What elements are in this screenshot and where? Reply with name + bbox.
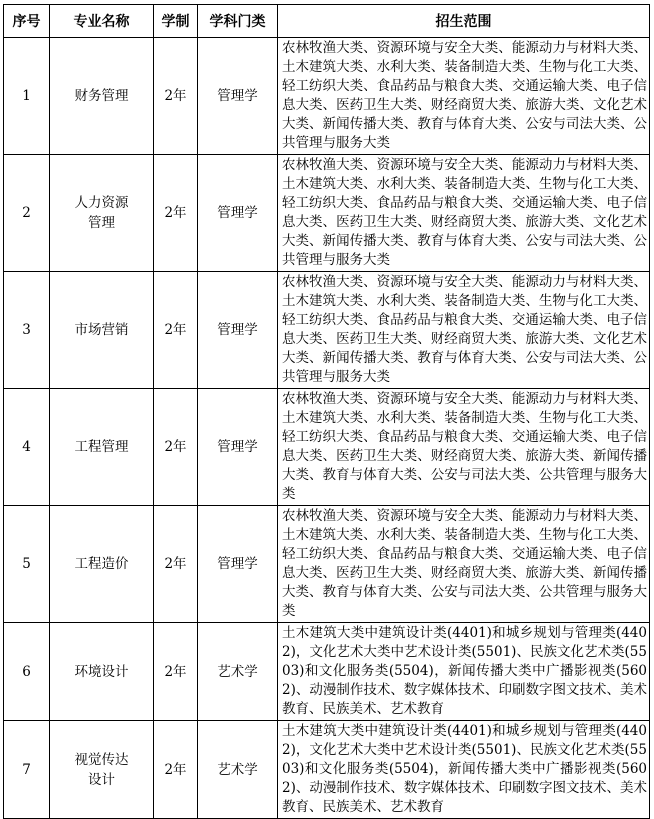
row-duration: 2年 [154, 155, 198, 272]
row-scope: 农林牧渔大类、资源环境与安全大类、能源动力与材料大类、土木建筑大类、水利大类、装备制造大类、生物与化工大类、轻工纺织大类、食品药品与粮食大类、交通运输大类、电子信息大类、医药卫生大类、财经商贸大类、旅游大类、文化艺术大类、新闻传播大类、教育与体育大类、公安与司法大类、公共管理与服务大类 [278, 38, 650, 155]
admission-table [3, 4, 650, 819]
row-duration: 2年 [154, 38, 198, 155]
row-scope: 农林牧渔大类、资源环境与安全大类、能源动力与材料大类、土木建筑大类、水利大类、装备制造大类、生物与化工大类、轻工纺织大类、食品药品与粮食大类、交通运输大类、电子信息大类、医药卫生大类、财经商贸大类、旅游大类、文化艺术大类、新闻传播大类、教育与体育大类、公安与司法大类、公共管理与服务大类 [278, 155, 650, 272]
row-discipline: 管理学 [198, 272, 278, 389]
row-discipline: 管理学 [198, 506, 278, 623]
row-duration: 2年 [154, 623, 198, 721]
row-scope: 农林牧渔大类、资源环境与安全大类、能源动力与材料大类、土木建筑大类、水利大类、装备制造大类、生物与化工大类、轻工纺织大类、食品药品与粮食大类、交通运输大类、电子信息大类、医药卫生大类、财经商贸大类、旅游大类、新闻传播大类、教育与体育大类、公安与司法大类、公共管理与服务大类 [278, 506, 650, 623]
row-discipline: 管理学 [198, 38, 278, 155]
row-scope: 土木建筑大类中建筑设计类(4401)和城乡规划与管理类(4402)，文化艺术大类中艺术设计类(5501)、民族文化艺术类(5503)和文化服务类(5504)，新闻传播大类中广播影视类(5602)、动漫制作技术、数字媒体技术、印刷数字图文技术、美术教育、民族美术、艺术教育 [278, 721, 650, 819]
row-duration: 2年 [154, 721, 198, 819]
header-major: 专业名称 [50, 5, 154, 38]
row-major [50, 389, 154, 506]
row-duration: 2年 [154, 389, 198, 506]
row-index: 6 [4, 623, 50, 721]
row-index: 1 [4, 38, 50, 155]
row-major [50, 721, 154, 819]
header-scope: 招生范围 [278, 5, 650, 38]
major-line-1: 环境设计 [74, 663, 129, 680]
major-line-2: 管理 [88, 215, 115, 231]
header-duration: 学制 [154, 5, 198, 38]
row-major [50, 506, 154, 623]
row-index: 3 [4, 272, 50, 389]
table-row [4, 721, 650, 819]
row-discipline: 管理学 [198, 155, 278, 272]
major-line-1: 财务管理 [74, 88, 129, 104]
row-major [50, 623, 154, 721]
row-index: 7 [4, 721, 50, 819]
row-index: 2 [4, 155, 50, 272]
row-discipline: 艺术学 [198, 721, 278, 819]
table-row [4, 272, 650, 389]
row-index: 5 [4, 506, 50, 623]
major-line-2: 设计 [88, 771, 115, 788]
header-index: 序号 [4, 5, 50, 38]
table-row [4, 155, 650, 272]
row-major [50, 155, 154, 272]
row-duration: 2年 [154, 272, 198, 389]
row-scope: 农林牧渔大类、资源环境与安全大类、能源动力与材料大类、土木建筑大类、水利大类、装备制造大类、生物与化工大类、轻工纺织大类、食品药品与粮食大类、交通运输大类、电子信息大类、医药卫生大类、财经商贸大类、旅游大类、文化艺术大类、新闻传播大类、教育与体育大类、公安与司法大类、公共管理与服务大类 [278, 272, 650, 389]
row-major [50, 38, 154, 155]
major-line-1: 工程造价 [74, 556, 129, 572]
row-scope: 土木建筑大类中建筑设计类(4401)和城乡规划与管理类(4402)，文化艺术大类中艺术设计类(5501)、民族文化艺术类(5503)和文化服务类(5504)，新闻传播大类中广播影视类(5602)、动漫制作技术、数字媒体技术、印刷数字图文技术、美术教育、民族美术、艺术教育 [278, 623, 650, 721]
table-row [4, 38, 650, 155]
major-line-1: 市场营销 [74, 322, 129, 338]
row-discipline: 艺术学 [198, 623, 278, 721]
row-duration: 2年 [154, 506, 198, 623]
major-line-1: 视觉传达 [74, 751, 129, 768]
major-line-1: 工程管理 [74, 439, 129, 455]
row-index: 4 [4, 389, 50, 506]
header-row [4, 5, 650, 38]
header-discipline: 学科门类 [198, 5, 278, 38]
table-row [4, 623, 650, 721]
table-row [4, 389, 650, 506]
row-discipline: 管理学 [198, 389, 278, 506]
table-body [4, 38, 650, 819]
table-row [4, 506, 650, 623]
table-header [4, 5, 650, 38]
row-major [50, 272, 154, 389]
major-line-1: 人力资源 [74, 195, 129, 211]
row-scope: 农林牧渔大类、资源环境与安全大类、能源动力与材料大类、土木建筑大类、水利大类、装备制造大类、生物与化工大类、轻工纺织大类、食品药品与粮食大类、交通运输大类、电子信息大类、医药卫生大类、财经商贸大类、旅游大类、新闻传播大类、教育与体育大类、公安与司法大类、公共管理与服务大类 [278, 389, 650, 506]
